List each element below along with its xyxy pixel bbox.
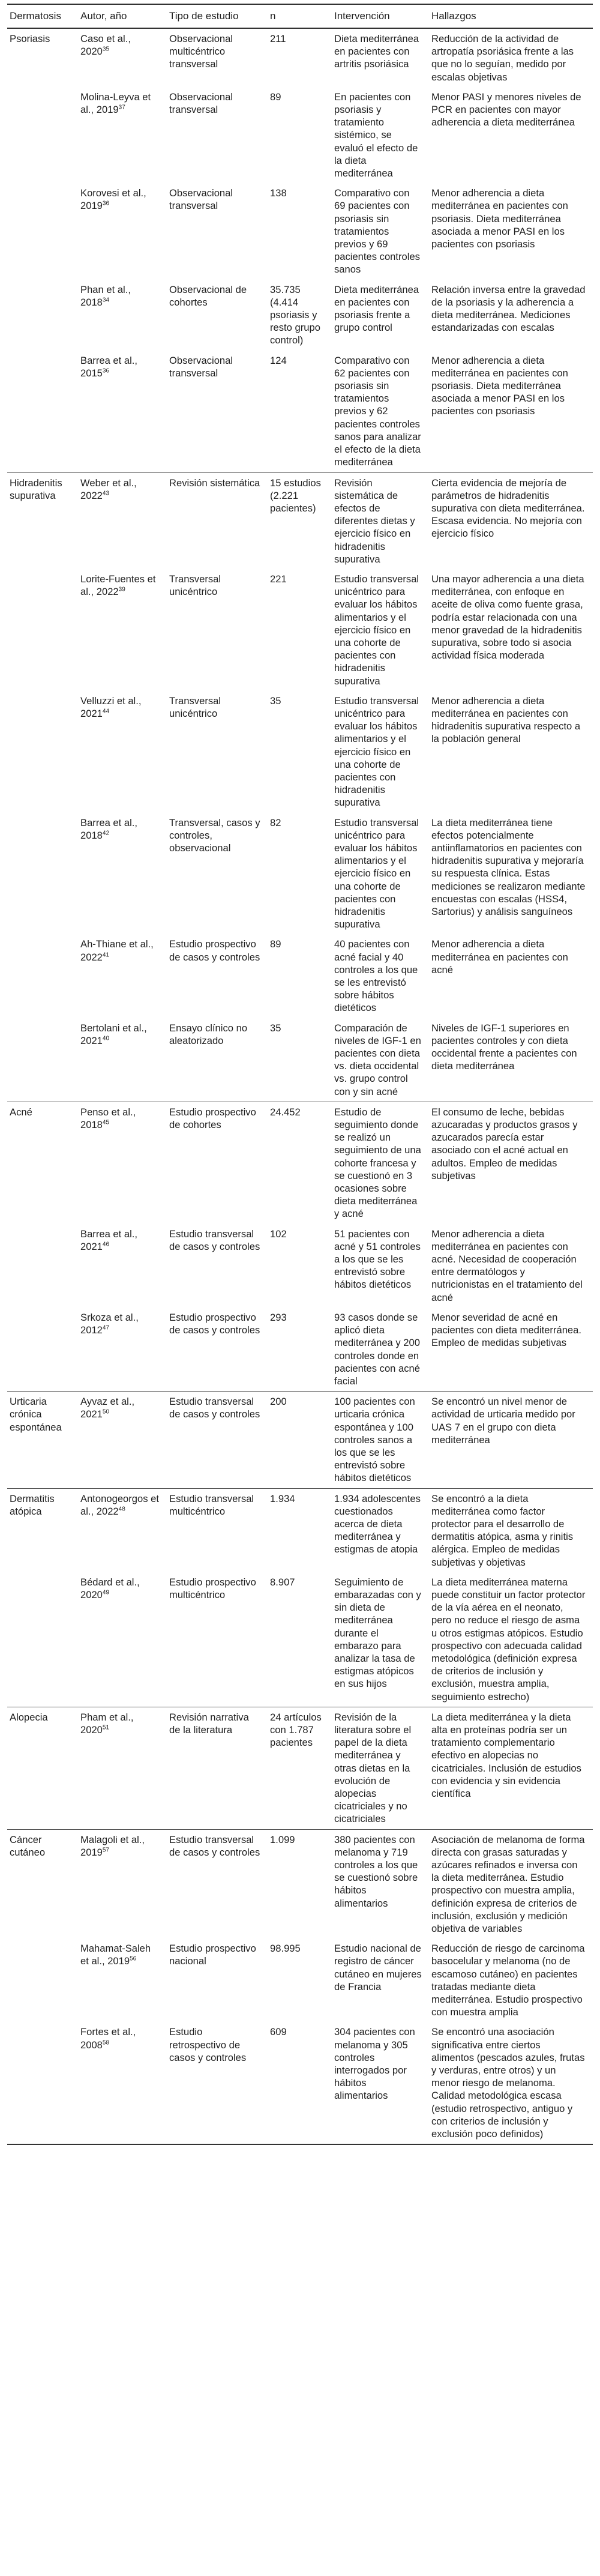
reference-number: 47 xyxy=(102,1324,110,1332)
findings-cell: Reducción de la actividad de artropatía psoriásica frente a las que no lo seguían, medido por escalas objetivas xyxy=(431,33,574,83)
n-cell: 89 xyxy=(270,938,281,950)
header-intervention: Intervención xyxy=(332,4,429,28)
author-cell xyxy=(78,1224,167,1308)
findings-cell: El consumo de leche, bebidas azucaradas y productos grasos y azucarados parecía estar asociado con el acné actual en adultos. Empleo de medidas subjetivas xyxy=(431,1106,578,1181)
author-cell xyxy=(78,1829,167,1938)
study-type-cell: Transversal, casos y controles, observacional xyxy=(169,816,260,854)
reference-number: 46 xyxy=(102,1241,110,1248)
author-year: Antonogeorgos et al., 2022 xyxy=(80,1492,160,1517)
findings-cell: Asociación de melanoma de forma directa con grasas saturadas y azúcares refinados e inversa con la dieta mediterránea. Estudio prospectivo con muestra amplia, definición expresa de criterios de inclusión, exclusión y medición objetiva de variables xyxy=(431,1833,585,1935)
author-cell xyxy=(78,2022,167,2144)
findings-cell: Cierta evidencia de mejoría de parámetros de hidradenitis supurativa con dieta mediterránea. Escasa evidencia. No mejoría con ejercicio físico xyxy=(431,477,585,540)
intervention-cell: En pacientes con psoriasis y tratamiento sistémico, se evaluó el efecto de la dieta mediterránea xyxy=(334,91,418,179)
author-cell xyxy=(78,1488,167,1572)
table-row xyxy=(7,1572,593,1707)
intervention-cell: Comparativo con 62 pacientes con psoriasis sin tratamientos previos y 62 pacientes controles sanos para analizar el efecto de la dieta mediterránea xyxy=(332,351,429,472)
dermatosis-cell: Cáncer cutáneo xyxy=(10,1833,46,1858)
table-row xyxy=(7,934,593,1018)
intervention-cell: Estudio transversal unicéntrico para evaluar los hábitos alimentarios y el ejercicio físico en una cohorte de pacientes con hidradenitis supurativa xyxy=(334,573,419,687)
author-cell xyxy=(78,183,167,279)
reference-number: 44 xyxy=(102,708,110,715)
dermatosis-cell xyxy=(7,1018,78,1102)
n-cell: 102 xyxy=(270,1228,287,1240)
dermatosis-cell xyxy=(7,87,78,183)
intervention-cell: Estudio transversal unicéntrico para evaluar los hábitos alimentarios y el ejercicio físico en una cohorte de pacientes con hidradenitis supurativa xyxy=(334,816,419,931)
n-cell: 8.907 xyxy=(268,1572,332,1707)
reference-number: 34 xyxy=(102,297,110,304)
n-cell: 124 xyxy=(268,351,332,472)
dermatosis-cell xyxy=(7,183,78,279)
intervention-cell: Estudio transversal unicéntrico para evaluar los hábitos alimentarios y el ejercicio físico en una cohorte de pacientes con hidradenitis supurativa xyxy=(334,695,419,809)
intervention-cell: Seguimiento de embarazadas con y sin dieta de mediterránea durante el embarazo para analizar la tasa de estigmas atópicos en sus hijos xyxy=(332,1572,429,1707)
table-row xyxy=(7,87,593,183)
reference-number: 45 xyxy=(102,1119,110,1126)
study-type-cell: Observacional transversal xyxy=(167,351,268,472)
n-cell: 221 xyxy=(270,573,287,585)
dermatosis-cell xyxy=(7,691,78,813)
author-year: Caso et al., 2020 xyxy=(80,33,131,58)
author-cell xyxy=(78,87,167,183)
author-year: Barrea et al., 2018 xyxy=(80,816,138,841)
dermatosis-cell xyxy=(7,351,78,472)
table-row xyxy=(7,1308,593,1392)
author-cell xyxy=(78,351,167,472)
author-cell xyxy=(78,1308,167,1392)
study-type-cell: Ensayo clínico no aleatorizado xyxy=(167,1018,268,1102)
author-year: Barrea et al., 2015 xyxy=(80,354,138,379)
n-cell: 138 xyxy=(270,187,287,199)
findings-cell: Menor adherencia a dieta mediterránea en pacientes con psoriasis. Dieta mediterránea asociada a menor PASI en los pacientes con psoriasis xyxy=(431,187,568,250)
reference-number: 36 xyxy=(102,200,110,207)
author-year: Pham et al., 2020 xyxy=(80,1711,134,1736)
n-cell: 24 artículos con 1.787 pacientes xyxy=(268,1707,332,1829)
findings-cell: Se encontró a la dieta mediterránea como factor protector para el desarrollo de dermatitis atópica, asma y rinitis alérgica. Empleo de medidas subjetivas y objetivas xyxy=(431,1492,574,1568)
studies-table xyxy=(7,4,593,2145)
study-type-cell: Estudio transversal de casos y controles xyxy=(167,1392,268,1488)
findings-cell: Se encontró un nivel menor de actividad de urticaria medido por UAS 7 en el grupo con dieta mediterránea xyxy=(429,1392,593,1488)
intervention-cell: Dieta mediterránea en pacientes con artritis psoriásica xyxy=(334,33,419,70)
author-cell xyxy=(78,1938,167,2022)
header-dermatosis: Dermatosis xyxy=(7,4,78,28)
dermatosis-cell: Alopecia xyxy=(7,1707,78,1829)
author-cell xyxy=(78,691,167,813)
intervention-cell: Comparativo con 69 pacientes con psoriasis sin tratamientos previos y 69 pacientes controles sanos xyxy=(334,187,420,276)
table-row xyxy=(7,1102,593,1223)
intervention-cell: 1.934 adolescentes cuestionados acerca de dieta mediterránea y estigmas de atopia xyxy=(334,1492,421,1555)
author-cell xyxy=(78,1102,167,1223)
reference-number: 49 xyxy=(102,1589,110,1596)
author-year: Barrea et al., 2021 xyxy=(80,1228,138,1252)
table-header xyxy=(7,4,593,28)
author-year: Penso et al., 2018 xyxy=(80,1106,136,1131)
study-type-cell: Revisión narrativa de la literatura xyxy=(167,1707,268,1829)
findings-cell: Relación inversa entre la gravedad de la psoriasis y la adherencia a dieta mediterránea. Mediciones estandarizadas con escalas xyxy=(431,283,586,334)
table-row xyxy=(7,183,593,279)
n-cell: 15 estudios (2.221 pacientes) xyxy=(270,477,321,514)
intervention-cell: 40 pacientes con acné facial y 40 controles a los que se les entrevistó sobre hábitos dietéticos xyxy=(334,938,418,1014)
reference-number: 51 xyxy=(102,1724,110,1731)
reference-number: 36 xyxy=(102,367,110,375)
author-year: Mahamat-Saleh et al., 2019 xyxy=(80,1943,151,1967)
table-row xyxy=(7,1938,593,2022)
dermatosis-cell: Hidradenitis supurativa xyxy=(10,477,62,501)
intervention-cell: Revisión de la literatura sobre el papel de la dieta mediterránea y otras dietas en la evolución de alopecias cicatriciales y no cicatriciales xyxy=(332,1707,429,1829)
author-cell xyxy=(78,1707,167,1829)
table-row xyxy=(7,691,593,813)
dermatosis-cell xyxy=(7,1224,78,1308)
reference-number: 40 xyxy=(102,1035,110,1042)
intervention-cell: Estudio nacional de registro de cáncer cutáneo en mujeres de Francia xyxy=(334,1943,422,1992)
findings-cell: Menor adherencia a dieta mediterránea en pacientes con acné xyxy=(431,938,568,976)
study-type-cell: Observacional transversal xyxy=(169,187,233,212)
n-cell: 82 xyxy=(270,816,281,828)
author-year: Lorite-Fuentes et al., 2022 xyxy=(80,573,156,598)
header-n: n xyxy=(268,4,332,28)
dermatosis-cell xyxy=(7,934,78,1018)
dermatosis-cell xyxy=(7,813,78,935)
author-cell xyxy=(78,934,167,1018)
n-cell: 609 xyxy=(268,2022,332,2144)
reference-number: 37 xyxy=(118,104,125,111)
intervention-cell: 51 pacientes con acné y 51 controles a los que se les entrevistó sobre hábitos dietéticos xyxy=(334,1228,421,1291)
reference-number: 35 xyxy=(102,46,110,53)
table-row xyxy=(7,351,593,472)
findings-cell: Una mayor adherencia a una dieta mediterránea, con enfoque en aceite de oliva como fuente grasa, podría estar relacionada con una menor gravedad de la hidradenitis supurativa, sobre todo si asocia actividad física moderada xyxy=(431,573,584,662)
dermatosis-cell xyxy=(7,1938,78,2022)
n-cell: 24.452 xyxy=(270,1106,301,1118)
author-year: Molina-Leyva et al., 2019 xyxy=(80,91,151,116)
intervention-cell: Comparación de niveles de IGF-1 en pacientes con dieta vs. dieta occidental vs. grupo control con y sin acné xyxy=(332,1018,429,1102)
study-type-cell: Transversal unicéntrico xyxy=(169,695,221,719)
study-type-cell: Observacional de cohortes xyxy=(169,283,247,308)
reference-number: 43 xyxy=(102,490,110,497)
table-row xyxy=(7,2022,593,2144)
study-type-cell: Observacional multicéntrico transversal xyxy=(169,33,233,70)
n-cell: 1.934 xyxy=(270,1492,295,1504)
findings-cell: Menor adherencia a dieta mediterránea en pacientes con psoriasis. Dieta mediterránea asociada a menor PASI en los pacientes con psoriasis xyxy=(429,351,593,472)
table-body xyxy=(7,28,593,2144)
table-row xyxy=(7,28,593,87)
author-year: Ah-Thiane et al., 2022 xyxy=(80,938,154,963)
findings-cell: Niveles de IGF-1 superiores en pacientes controles y con dieta occidental frente a pacientes con dieta mediterránea xyxy=(429,1018,593,1102)
study-type-cell: Estudio transversal multicéntrico xyxy=(169,1492,254,1517)
author-year: Fortes et al., 2008 xyxy=(80,2026,136,2051)
n-cell: 35 xyxy=(270,695,281,707)
dermatosis-cell: Psoriasis xyxy=(10,33,50,44)
study-type-cell: Revisión sistemática xyxy=(169,477,260,489)
intervention-cell: 93 casos donde se aplicó dieta mediterránea y 200 controles donde en pacientes con acné facial xyxy=(332,1308,429,1392)
reference-number: 57 xyxy=(102,1847,110,1854)
table-row xyxy=(7,1707,593,1829)
findings-cell: La dieta mediterránea y la dieta alta en proteínas podría ser un tratamiento complementario efectivo en alopecias no cicatriciales. Inclusión de estudios con evidencia y sin evidencia científica xyxy=(429,1707,593,1829)
author-year: Phan et al., 2018 xyxy=(80,283,131,308)
table-row xyxy=(7,1224,593,1308)
reference-number: 58 xyxy=(102,2039,110,2047)
n-cell: 211 xyxy=(270,33,286,44)
table-row xyxy=(7,1829,593,1938)
author-cell xyxy=(78,472,167,569)
intervention-cell: 304 pacientes con melanoma y 305 controles interrogados por hábitos alimentarios xyxy=(332,2022,429,2144)
author-year: Bertolani et al., 2021 xyxy=(80,1022,147,1046)
reference-number: 50 xyxy=(102,1408,110,1416)
study-type-cell: Estudio transversal de casos y controles xyxy=(169,1228,260,1252)
reference-number: 42 xyxy=(102,830,110,837)
findings-cell: Se encontró una asociación significativa entre ciertos alimentos (pescados azules, frutas y verduras, entre otros) y un menor riesgo de melanoma. Calidad metodológica escasa (estudio retrospectivo, antiguo y con criterios de inclusión y exclusión poco definidos) xyxy=(429,2022,593,2144)
dermatosis-cell: Acné xyxy=(10,1106,32,1118)
reference-number: 48 xyxy=(118,1506,125,1513)
n-cell: 1.099 xyxy=(270,1833,295,1845)
author-year: Weber et al., 2022 xyxy=(80,477,137,501)
study-type-cell: Transversal unicéntrico xyxy=(169,573,221,598)
findings-cell: Menor adherencia a dieta mediterránea en pacientes con hidradenitis supurativa respecto a la población general xyxy=(431,695,581,745)
intervention-cell: Dieta mediterránea en pacientes con psoriasis frente a grupo control xyxy=(334,283,419,334)
study-type-cell: Observacional transversal xyxy=(169,91,233,116)
study-type-cell: Estudio transversal de casos y controles xyxy=(169,1833,260,1858)
author-year: Korovesi et al., 2019 xyxy=(80,187,146,212)
n-cell: 200 xyxy=(268,1392,332,1488)
author-cell xyxy=(78,1572,167,1707)
author-cell xyxy=(78,28,167,87)
table-row xyxy=(7,280,593,351)
n-cell: 89 xyxy=(270,91,281,103)
table-row xyxy=(7,472,593,569)
author-year: Ayvaz et al., 2021 xyxy=(80,1396,135,1420)
findings-cell: Menor adherencia a dieta mediterránea en pacientes con acné. Necesidad de cooperación entre dermatólogos y nutricionistas en el tratamiento del acné xyxy=(431,1228,583,1303)
study-type-cell: Estudio retrospectivo de casos y controles xyxy=(167,2022,268,2144)
author-cell xyxy=(78,569,167,691)
n-cell: 35.735 (4.414 psoriasis y resto grupo control) xyxy=(270,283,320,346)
study-type-cell: Estudio prospectivo multicéntrico xyxy=(167,1572,268,1707)
author-cell xyxy=(78,1392,167,1488)
n-cell: 98.995 xyxy=(270,1943,301,1955)
n-cell: 35 xyxy=(268,1018,332,1102)
study-type-cell: Estudio prospectivo de casos y controles xyxy=(167,1308,268,1392)
table-row xyxy=(7,1392,593,1488)
dermatosis-cell: Dermatitis atópica xyxy=(10,1492,55,1517)
dermatosis-cell xyxy=(7,2022,78,2144)
dermatosis-cell: Urticaria crónica espontánea xyxy=(7,1392,78,1488)
intervention-cell: Revisión sistemática de efectos de diferentes dietas y ejercicio físico en hidradenitis supurativa xyxy=(334,477,415,565)
intervention-cell: 100 pacientes con urticaria crónica espontánea y 100 controles sanos a los que se les entrevistó sobre hábitos dietéticos xyxy=(332,1392,429,1488)
findings-cell: Menor severidad de acné en pacientes con dieta mediterránea. Empleo de medidas subjetivas xyxy=(429,1308,593,1392)
dermatosis-cell xyxy=(7,280,78,351)
dermatosis-cell xyxy=(7,1308,78,1392)
study-type-cell: Estudio prospectivo de casos y controles xyxy=(169,938,260,963)
n-cell: 293 xyxy=(268,1308,332,1392)
dermatosis-cell xyxy=(7,569,78,691)
author-cell xyxy=(78,1018,167,1102)
reference-number: 41 xyxy=(102,952,110,959)
findings-cell: Menor PASI y menores niveles de PCR en pacientes con mayor adherencia a dieta mediterránea xyxy=(431,91,581,128)
author-year: Malagoli et al., 2019 xyxy=(80,1833,145,1858)
header-row xyxy=(7,4,593,28)
header-study-type: Tipo de estudio xyxy=(167,4,268,28)
author-year: Srkoza et al., 2012 xyxy=(80,1311,139,1336)
findings-cell: La dieta mediterránea materna puede constituir un factor protector de la vía aérea en el neonato, pero no reduce el riesgo de asma u otros estigmas atópicos. Estudio prospectivo con adecuada calidad metodológica (definición expresa de criterios de inclusión y exclusión, muestra amplia, seguimiento estrecho) xyxy=(429,1572,593,1707)
author-year: Velluzzi et al., 2021 xyxy=(80,695,142,719)
table-row xyxy=(7,569,593,691)
header-findings: Hallazgos xyxy=(429,4,593,28)
author-cell xyxy=(78,280,167,351)
author-year: Bédard et al., 2020 xyxy=(80,1576,140,1600)
header-author-year: Autor, año xyxy=(78,4,167,28)
reference-number: 56 xyxy=(130,1955,137,1962)
intervention-cell: 380 pacientes con melanoma y 719 controles a los que se cuestionó sobre hábitos alimentarios xyxy=(334,1833,418,1909)
table-row xyxy=(7,1018,593,1102)
table-row xyxy=(7,1488,593,1572)
findings-cell: La dieta mediterránea tiene efectos potencialmente antiinflamatorios en pacientes con hidradenitis supurativa y mejoraría su respuesta clínica. Estas mediciones se realizaron mediante encuestas con escalas (HSS4, Sartorius) y análisis sanguíneos xyxy=(431,816,586,917)
intervention-cell: Estudio de seguimiento donde se realizó un seguimiento de una cohorte francesa y se cuestionó en 3 ocasiones sobre dieta mediterránea y acné xyxy=(334,1106,421,1220)
table-row xyxy=(7,813,593,935)
reference-number: 39 xyxy=(118,586,125,593)
dermatosis-cell xyxy=(7,1572,78,1707)
findings-cell: Reducción de riesgo de carcinoma basocelular y melanoma (no de escamoso cutáneo) en pacientes tratadas mediante dieta mediterránea. Estudio prospectivo con muestra amplia xyxy=(431,1943,585,2018)
study-type-cell: Estudio prospectivo nacional xyxy=(169,1943,256,1967)
study-type-cell: Estudio prospectivo de cohortes xyxy=(169,1106,256,1131)
author-cell xyxy=(78,813,167,935)
